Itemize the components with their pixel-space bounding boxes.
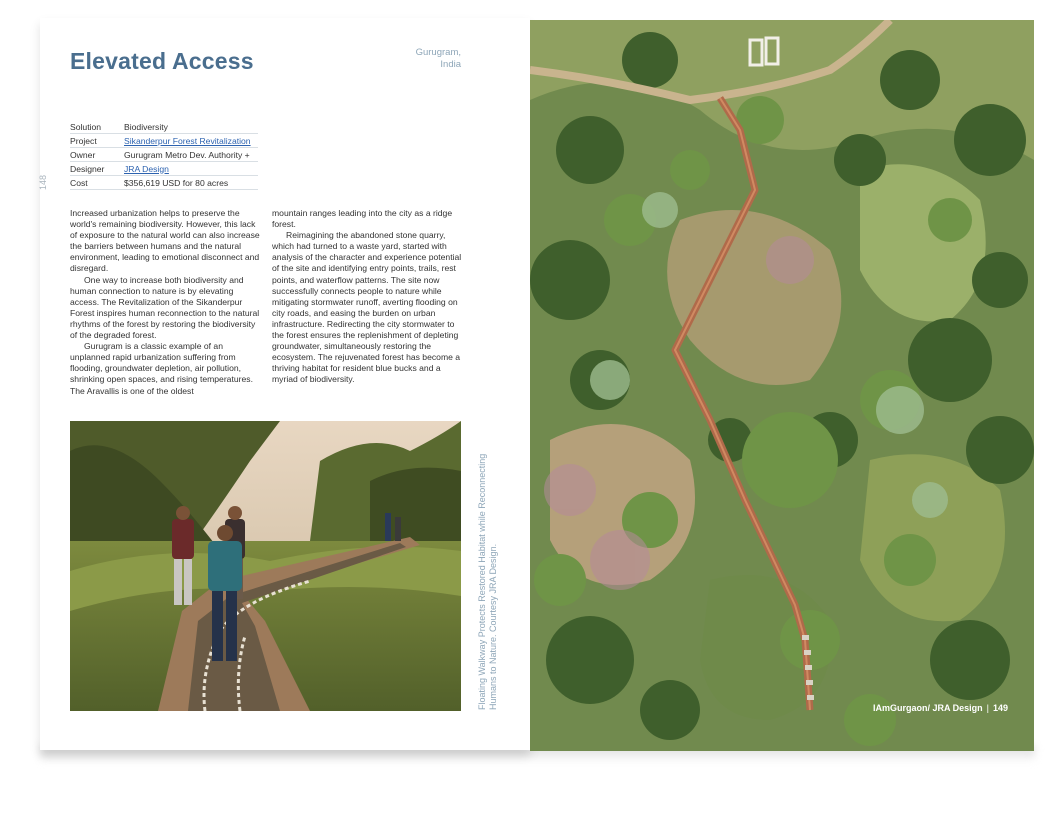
aerial-photo-page bbox=[530, 20, 1034, 751]
info-row-project bbox=[70, 134, 258, 148]
info-key: Cost bbox=[70, 176, 124, 190]
designer-link[interactable]: JRA Design bbox=[124, 163, 169, 174]
info-value: Gurugram Metro Dev. Authority + bbox=[124, 148, 258, 162]
info-row-designer bbox=[70, 162, 258, 176]
walkway-photo-illustration bbox=[70, 421, 461, 711]
paragraph: Gurugram is a classic example of an unplanned rapid urbanization suffering from flooding, groundwater depletion, air pollution, shrinking open spaces, and rising temperatures. The Aravallis is one of the oldest bbox=[70, 341, 253, 396]
info-key: Owner bbox=[70, 148, 124, 162]
body-column-1 bbox=[70, 208, 260, 397]
info-key: Designer bbox=[70, 162, 124, 176]
body-column-2 bbox=[272, 208, 462, 386]
page-number-left: 148 bbox=[38, 174, 48, 190]
page-title: Elevated Access bbox=[70, 48, 254, 74]
paragraph: One way to increase both biodiversity and human connection to nature is by elevating access. The Revitalization of the Sikanderpur Forest inspires human reconnection to the natural rhythms of the forest by restoring the biodiversity of the degraded forest. bbox=[70, 274, 260, 341]
info-row-solution bbox=[70, 120, 258, 134]
info-value-cell bbox=[124, 134, 258, 148]
location-city: Gurugram, bbox=[415, 47, 461, 58]
info-value: Biodiversity bbox=[124, 120, 258, 134]
caption-line-1: Floating Walkway Protects Restored Habitat while Reconnecting bbox=[477, 453, 487, 710]
caption-line-2: Humans to Nature. Courtesy JRA Design. bbox=[488, 543, 498, 710]
page-number-right: 149 bbox=[992, 703, 1008, 713]
info-row-owner bbox=[70, 148, 258, 162]
info-key: Solution bbox=[70, 120, 124, 134]
project-info-table bbox=[70, 120, 258, 190]
info-row-cost bbox=[70, 176, 258, 190]
location-label bbox=[371, 47, 461, 71]
credit-separator: | bbox=[986, 703, 989, 713]
location-country: India bbox=[440, 59, 461, 70]
aerial-forest-illustration bbox=[530, 20, 1034, 751]
info-key: Project bbox=[70, 134, 124, 148]
info-value: $356,619 USD for 80 acres bbox=[124, 176, 258, 190]
project-link[interactable]: Sikanderpur Forest Revitalization bbox=[124, 135, 251, 146]
paragraph: mountain ranges leading into the city as a ridge forest. bbox=[272, 208, 453, 230]
walkway-photo bbox=[70, 421, 461, 711]
paragraph: Reimagining the abandoned stone quarry, which had turned to a waste yard, started with analysis of the character and experience potential of the site and identifying entry points, trails, rest points, and waterflow patterns. The site now successfully connects people to nature while mitigating stormwater runoff, averting flooding on city roads, and easing the burden on urban infrastructure. Redirecting the city stormwater to the forest ensures the replenishment of depleting groundwater, simultaneously restoring the ecosystem. The rejuvenated forest has become a thriving habitat for resident blue bucks and a myriad of biodiversity. bbox=[272, 230, 462, 385]
info-value-cell bbox=[124, 162, 258, 176]
photo-credit bbox=[873, 703, 1008, 713]
photo-caption bbox=[477, 420, 499, 710]
paragraph: Increased urbanization helps to preserve the world's remaining biodiversity. However, this lack of exposure to the natural world can also increase the barriers between humans and the natural environment, leading to emotional disconnect and disregard. bbox=[70, 208, 260, 274]
credit-text: IAmGurgaon/ JRA Design bbox=[872, 703, 983, 713]
